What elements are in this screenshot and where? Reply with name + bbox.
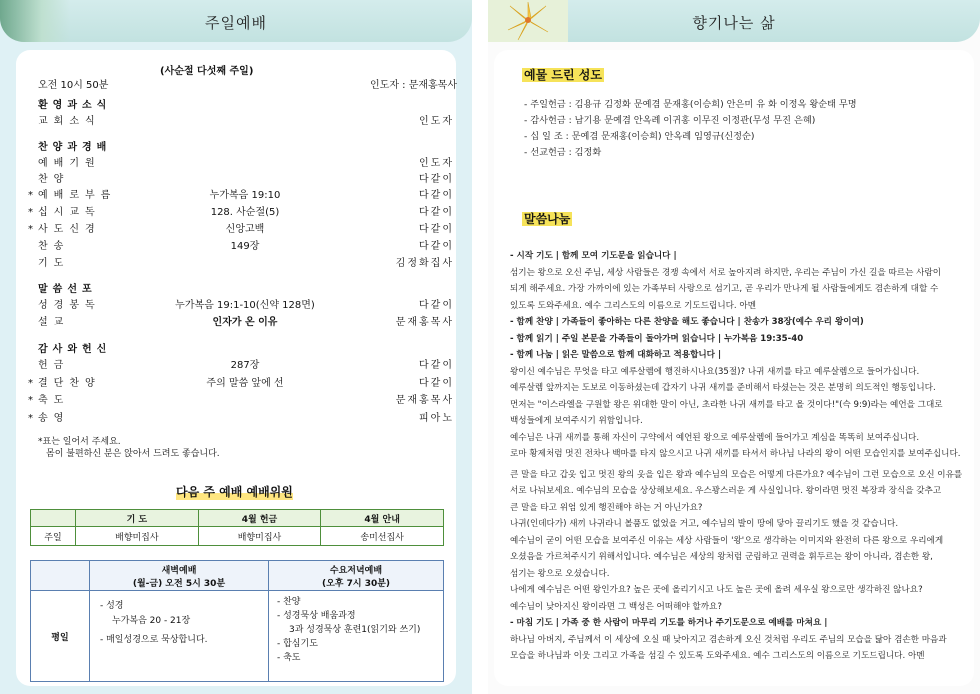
sharing-line: 예수님은 나귀 새끼를 통해 자신이 구약에서 예언된 왕으로 예루살렘에 들어가고 계심을 똑똑히 보여주십니다.	[510, 432, 920, 443]
sharing-line: 예수님이 낮아지신 왕이라면 그 백성은 어떠해야 할까요?	[510, 601, 722, 612]
next-table-row-label: 주일	[31, 527, 76, 546]
seated-note: 몸이 불편하신 분은 앉아서 드려도 좋습니다.	[46, 449, 220, 459]
sharing-line: 오셨음을 가르쳐주시기 위해서입니다. 예수님은 세상의 왕처럼 군림하고 권력을 휘두르는 왕이 아니라, 겸손한 왕,	[510, 552, 933, 562]
standing-mark: *	[28, 224, 33, 235]
left-header	[0, 0, 472, 42]
order-item-name: 헌금	[38, 360, 70, 371]
order-item-detail: 신앙고백	[225, 224, 265, 235]
next-week-table	[30, 509, 444, 546]
sharing-line: 모습을 하나님과 이웃 그리고 가족을 섬길 수 있도록 도와주세요. 예수 그리스도의 이름으로 기도드립니다. 아멘	[510, 651, 925, 661]
order-item-name: 축도	[38, 395, 70, 406]
weekday-worship-table	[30, 560, 444, 682]
sharing-line: 큰 말을 타고 위엄 있게 행진해야 하는 거 아닌가요?	[510, 502, 703, 513]
order-item-person: 다같이	[419, 174, 454, 185]
order-item-person: 다같이	[419, 360, 454, 371]
order-item-person: 인도자	[419, 158, 454, 169]
order-item-person: 문재홍목사	[395, 395, 454, 406]
sharing-line: 서로 나눠보세요. 예수님의 모습을 상상해보세요. 우스꽝스러운 게 사실입니다. 왕이라면 멋진 복장과 장식을 갖추고	[510, 486, 942, 496]
order-item-person: 문재홍목사	[395, 317, 454, 328]
wednesday-worship-content	[269, 591, 444, 682]
order-item-person: 다같이	[419, 378, 454, 389]
worship-subtitle: (사순절 다섯째 주일)	[160, 66, 254, 77]
dawn-worship-content	[90, 591, 269, 682]
left-page	[0, 0, 472, 694]
offering-line: - 주일헌금 : 김용규 김정화 문예겸 문재홍(이승희) 안은미 유 화 이정옥 왕순태 무명	[524, 99, 857, 110]
next-table-usher: 송미선집사	[321, 527, 444, 546]
next-table-header-prayer: 기 도	[76, 510, 199, 527]
right-header-title: 향기나는 삶	[692, 14, 776, 32]
order-item-name: 예배기원	[38, 158, 101, 169]
sharing-line: 나귀(인데다가) 새끼 나귀라니 볼품도 없었을 거고, 예수님의 발이 땅에 닿아 끌리기도 했을 것 같습니다.	[510, 519, 899, 529]
sharing-line: 백성들에게 보여주시기 위함입니다.	[510, 416, 643, 426]
next-table-header-0	[31, 510, 76, 527]
order-item-name: 사도신경	[38, 224, 101, 235]
sharing-line: 왕이신 예수님은 무엇을 타고 예루살렘에 행진하시나요(35절)? 나귀 새끼를 타고 예루살렘으로 들어가십니다.	[510, 366, 920, 377]
standing-mark: *	[28, 190, 33, 201]
order-item-person: 다같이	[419, 207, 454, 218]
worship-leader: 인도자 : 문재홍목사	[370, 80, 458, 91]
order-item-detail: 누가복음 19:10	[209, 190, 281, 201]
wednesday-line: - 축도	[277, 653, 301, 663]
sharing-line: 섬기는 왕으로 오신 주님, 세상 사람들은 경쟁 속에서 서로 높아지려 하지만, 우리는 주님이 가신 길을 따르는 사람이	[510, 267, 942, 278]
order-item-name: 설교	[38, 317, 70, 328]
section-title: 환영과소식	[38, 100, 112, 111]
offering-title: 예물 드린 성도	[524, 68, 602, 82]
offering-line: - 선교헌금 : 김정화	[524, 147, 602, 158]
standing-mark: *	[28, 207, 33, 218]
sharing-line: 나에게 예수님은 어떤 왕인가요? 높은 곳에 올리기시고 나도 높은 곳에 올려 세우실 왕으로만 생각하진 않나요?	[510, 585, 923, 595]
wednesday-line: - 찬양	[277, 597, 301, 607]
order-item-name: 기도	[38, 258, 70, 269]
dawn-line: - 매일성경으로 묵상합니다.	[100, 635, 208, 645]
dawn-line: 누가복음 20 - 21장	[112, 616, 191, 626]
order-item-detail: 누가복음 19:1-10(신약 128면)	[175, 300, 315, 311]
order-item-name: 예배로부름	[38, 190, 117, 201]
wednesday-line: - 합심기도	[277, 639, 318, 649]
order-item-person: 김정화집사	[395, 258, 454, 269]
left-header-title: 주일예배	[205, 14, 267, 32]
order-item-person: 피아노	[419, 413, 454, 424]
sharing-line: 하나님 아버지, 주님께서 이 세상에 오실 때 낮아지고 겸손하게 오신 것처럼 우리도 주님의 모습을 닮아 겸손한 마음과	[510, 634, 947, 645]
page-gutter	[472, 0, 488, 694]
wednesday-worship-title: 수요저녁예배	[329, 565, 383, 576]
section-title: 찬양과경배	[38, 142, 112, 153]
next-table-header-offering: 4월 헌금	[198, 510, 321, 527]
wednesday-worship-time: (오후 7시 30분)	[321, 578, 391, 589]
wednesday-line: 3과 성경묵상 훈련1(읽기와 쓰기)	[289, 625, 421, 635]
sharing-line: 큰 말을 타고 갑옷 입고 멋진 왕의 옷을 입은 왕과 예수님의 모습은 어떻게 다른가요? 예수님이 그런 모습으로 오신 이유를	[510, 469, 963, 480]
sharing-line: 예수님이 굳이 어떤 모습을 보여주신 이유는 세상 사람들이 '왕'으로 생각하는 이미지와 완전히 다른 왕으로 우리에게	[510, 535, 944, 546]
wednesday-worship-header	[269, 561, 444, 591]
sharing-line: 있도록 도와주세요. 예수 그리스도의 이름으로 기도드립니다. 아멘	[510, 300, 756, 311]
weekday-row-label: 평일	[31, 591, 90, 682]
sharing-line: 되게 해주세요. 가장 가까이에 있는 가족부터 사랑으로 섬기고, 곧 우리가 만나게 될 사람들에게도 겸손하게 대할 수	[510, 284, 939, 294]
sharing-line: 로마 황제처럼 멋진 전차나 백마를 타지 않으시고 나귀 새끼를 타셔서 하나님 나라의 왕이 어떤 모습인지를 보여주십니다.	[510, 449, 961, 459]
order-item-person: 다같이	[419, 190, 454, 201]
next-table-prayer: 배향미집사	[76, 527, 199, 546]
order-item-detail: 149장	[230, 241, 260, 252]
order-item-name: 송영	[38, 413, 70, 424]
order-item-detail: 인자가 온 이유	[212, 317, 278, 328]
order-item-detail: 128. 사순절(5)	[210, 207, 280, 218]
right-header	[488, 0, 980, 42]
order-item-person: 인도자	[419, 116, 454, 127]
sharing-title: 말씀나눔	[524, 212, 571, 226]
dawn-worship-time: (월-금) 오전 5시 30분	[132, 578, 226, 589]
sharing-line: 예루살렘 앞까지는 도보로 이동하셨는데 갑자기 나귀 새끼를 준비해서 타셨는는 것은 분명히 의도적인 행동입니다.	[510, 383, 936, 393]
order-item-name: 교회소식	[38, 116, 101, 127]
right-page	[488, 0, 980, 694]
standing-mark: *	[28, 378, 33, 389]
order-item-name: 찬양	[38, 174, 70, 185]
next-table-header-usher: 4월 안내	[321, 510, 444, 527]
offering-line: - 십 일 조 : 문예겸 문재홍(이승희) 안옥례 임영규(신정순)	[524, 131, 755, 142]
sharing-step: - 함께 읽기 | 주일 본문을 가족들이 돌아가며 읽습니다 | 누가복음 19:35-40	[510, 333, 804, 344]
worship-time: 오전 10시 50분	[38, 80, 109, 91]
sharing-step: - 시작 기도 | 함께 모여 기도문을 읽습니다 |	[510, 251, 677, 261]
sharing-step: - 함께 나눔 | 읽은 말씀으로 함께 대화하고 적용합니다 |	[510, 350, 722, 360]
sharing-line: 섬기는 왕으로 오셨습니다.	[510, 568, 610, 579]
standing-mark: *	[28, 395, 33, 406]
order-item-detail: 주의 말씀 앞에 선	[206, 378, 284, 389]
standing-note: *표는 일어서 주세요.	[38, 437, 121, 447]
dawn-worship-header	[90, 561, 269, 591]
order-item-name: 찬송	[38, 241, 70, 252]
order-item-person: 다같이	[419, 300, 454, 311]
section-title: 말씀선포	[38, 284, 97, 295]
order-item-person: 다같이	[419, 241, 454, 252]
order-item-detail: 287장	[230, 360, 260, 371]
wednesday-line: - 성경묵상 배움과정	[277, 611, 356, 621]
order-item-name: 성경봉독	[38, 300, 101, 311]
sharing-step: - 함께 찬양 | 가족들이 좋아하는 다른 찬양을 해도 좋습니다 | 찬송가 38장(예수 우리 왕이여)	[510, 317, 864, 327]
offering-line: - 감사헌금 : 남기용 문예겸 안옥례 이귀홍 이무진 이정관(무성 무진 은혜)	[524, 115, 816, 126]
order-item-name: 십시교독	[38, 207, 101, 218]
dawn-worship-title: 새벽예배	[161, 565, 197, 576]
next-week-title: 다음 주 예배 예배위원	[176, 485, 293, 499]
dawn-line: - 성경	[100, 601, 124, 611]
sharing-line: 먼저는 "이스라엘을 구원할 왕은 위대한 말이 아닌, 초라한 나귀 새끼를 타고 올 것이다!"(슥 9:9)라는 예언을 그대로	[510, 399, 943, 410]
next-table-offering: 배향미집사	[198, 527, 321, 546]
sharing-step: - 마침 기도 | 가족 중 한 사람이 마무리 기도를 하거나 주기도문으로 예배를 마쳐요 |	[510, 618, 828, 628]
section-title: 감사와헌신	[38, 344, 112, 355]
order-item-name: 결단찬양	[38, 378, 101, 389]
standing-mark: *	[28, 413, 33, 424]
order-item-person: 다같이	[419, 224, 454, 235]
